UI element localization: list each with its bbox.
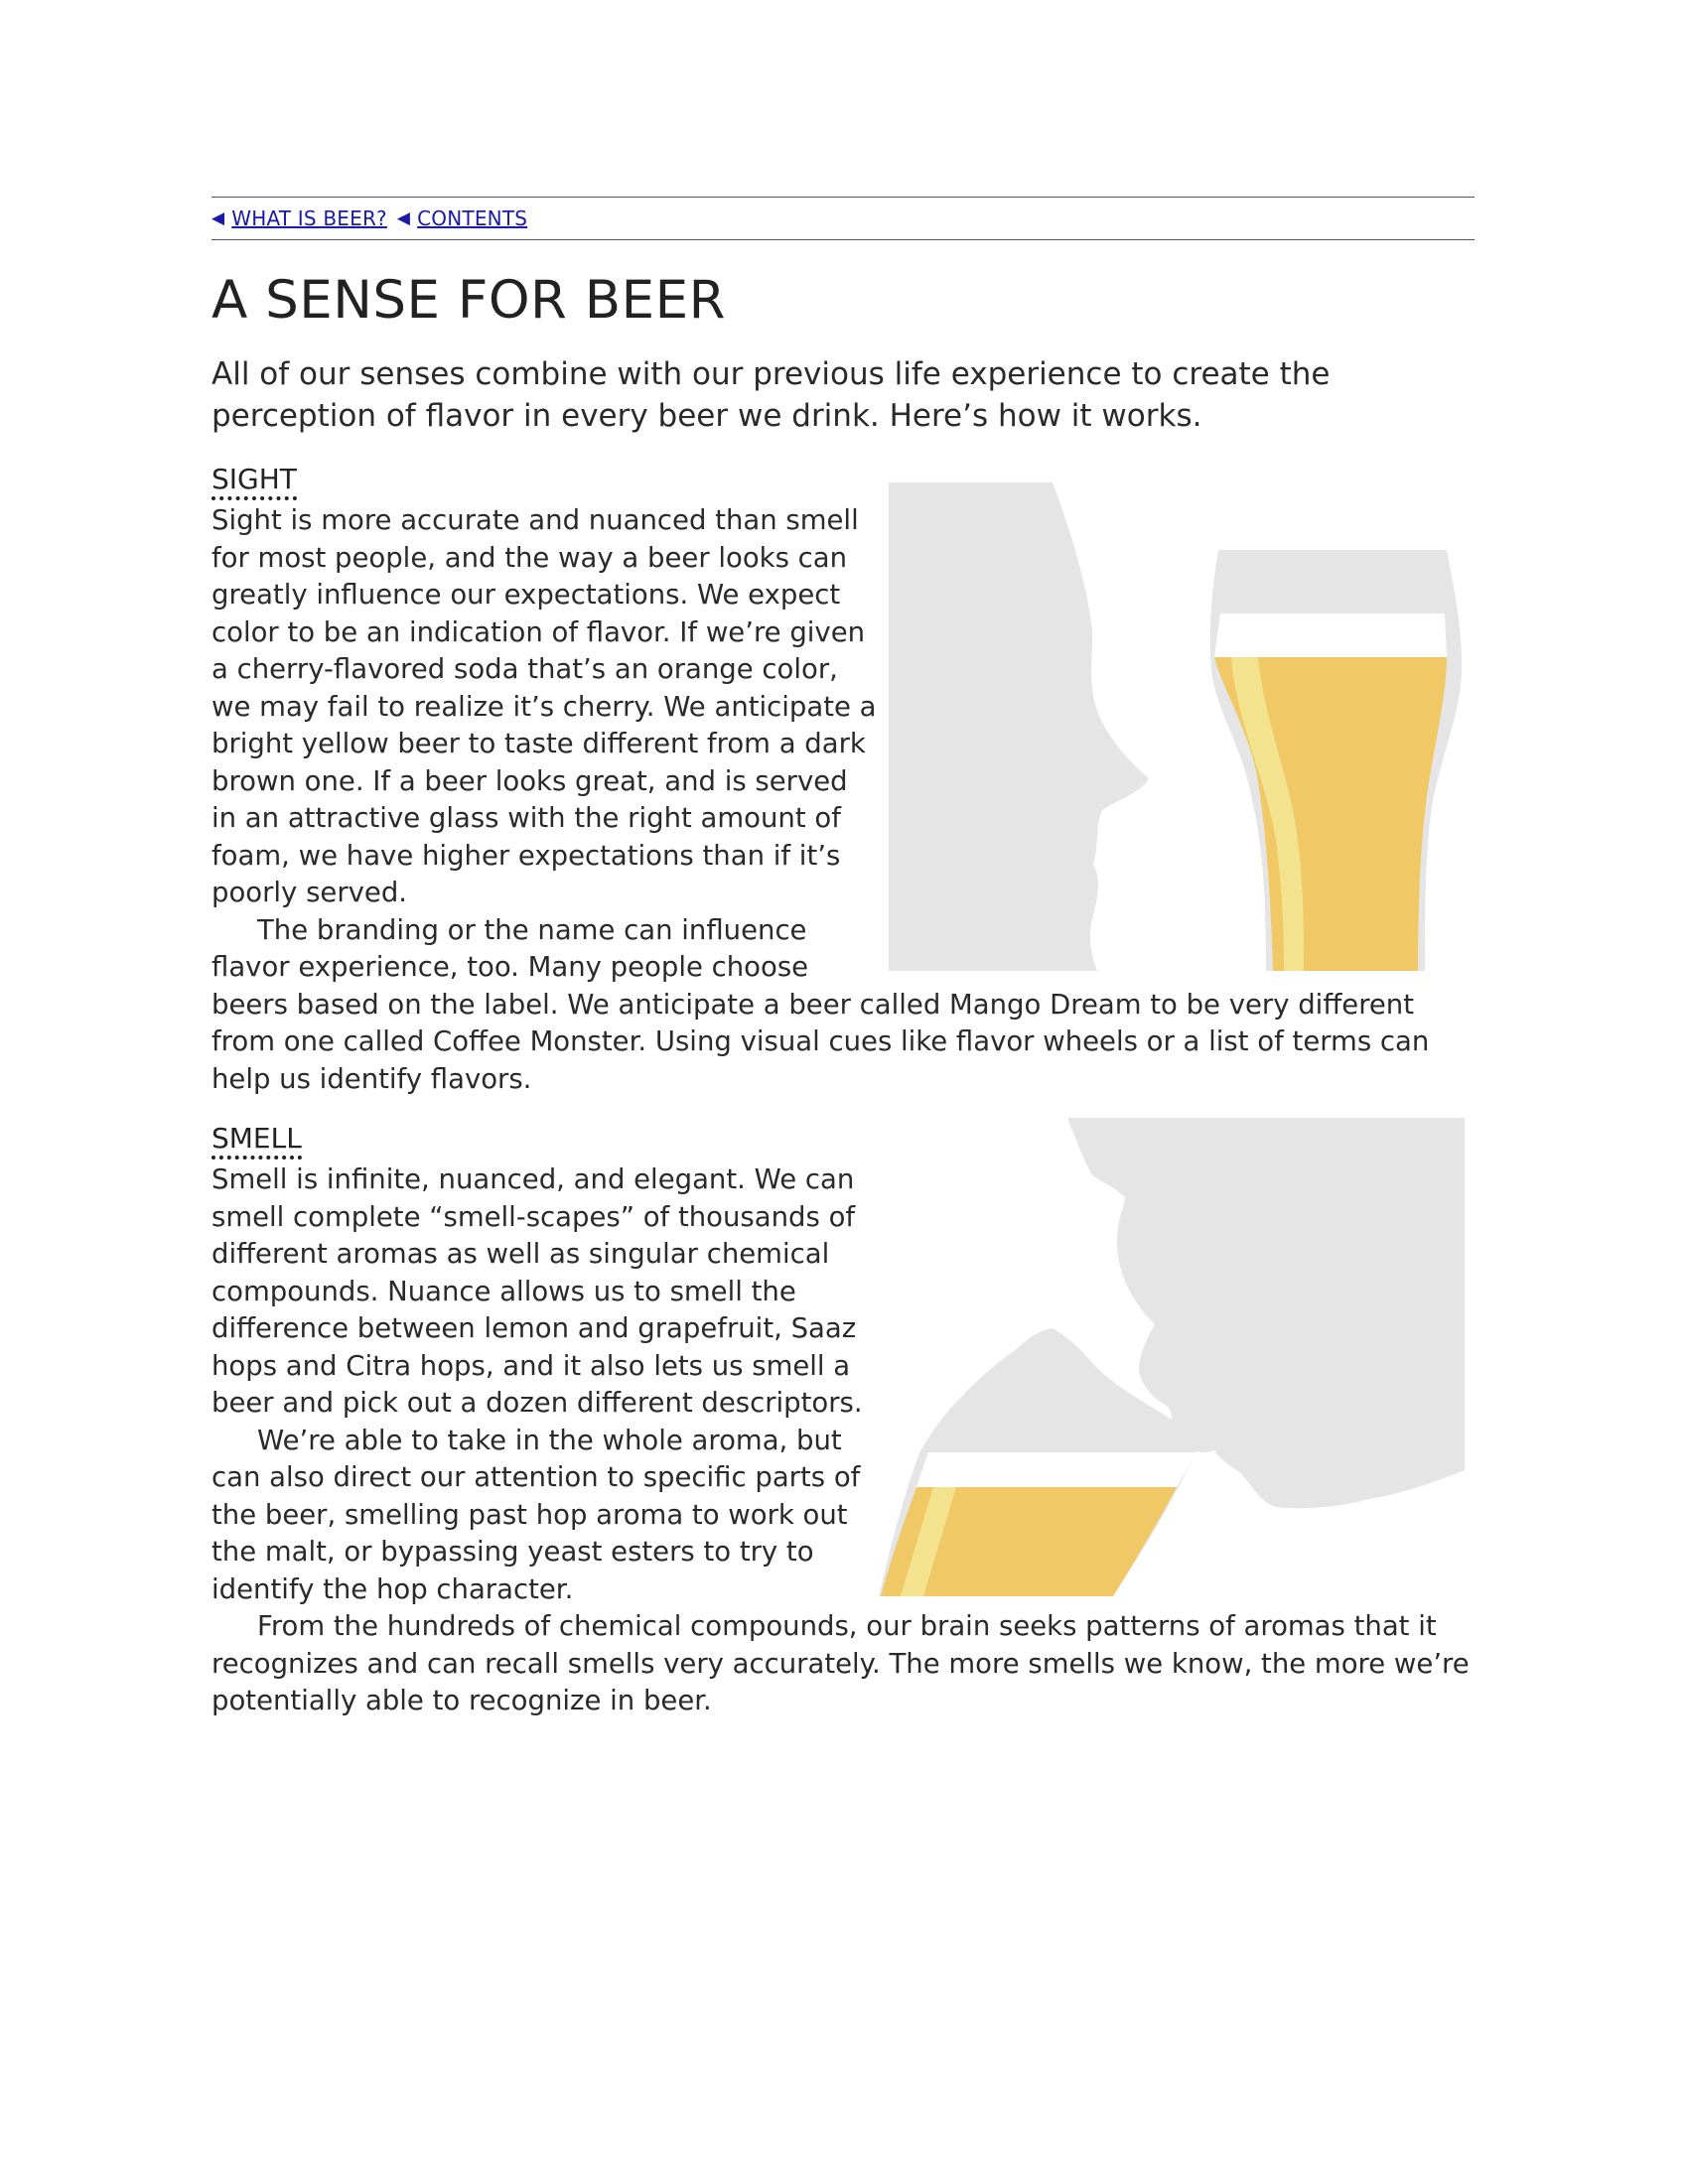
- intro-paragraph: All of our senses combine with our previous life experience to create the perception of flavor in every beer we drink. Here’s how it works.: [211, 356, 1331, 435]
- back-arrow-icon: ◀: [396, 207, 411, 228]
- back-arrow-icon: ◀: [211, 207, 225, 228]
- smell-section: [211, 1124, 1475, 1720]
- face-with-beer-glass-illustration: [889, 482, 1475, 971]
- page: [211, 197, 1475, 1720]
- smell-paragraph: Smell is infinite, nuanced, and elegant. We can smell complete “smell-scapes” of thousands of different aromas as well as singular chemical compounds. Nuance allows us to smell the difference between lemon and grapefruit, Saaz hops and Citra hops, and it also lets us smell a beer and pick out a dozen different descriptors.: [211, 1163, 863, 1420]
- sight-paragraph: Sight is more accurate and nuanced than smell for most people, and the way a beer looks can greatly influence our expectations. We expect color to be an indication of flavor. If we’re given a cherry-flavored soda that’s an orange color, we may fail to realize it’s cherry. We anticipate a bright yellow beer to taste different from a dark brown one. If a beer looks great, and is served in an attractive glass with the right amount of foam, we have higher expectations than if it’s poorly served.: [211, 504, 877, 909]
- smell-paragraph: From the hundreds of chemical compounds, our brain seeks patterns of aromas that it recognizes and can recall smells very accurately. The more smells we know, the more we’re potentially able to recognize in beer.: [211, 1610, 1470, 1717]
- contents-link[interactable]: CONTENTS: [417, 206, 528, 230]
- beer-foam: [1214, 614, 1447, 657]
- smell-paragraph: We’re able to take in the whole aroma, but can also direct our attention to specific parts of the beer, smelling past hop aroma to work out the malt, or bypassing yeast esters to try to identify the hop character.: [211, 1424, 861, 1605]
- face-silhouette: [889, 482, 1149, 971]
- face-smelling-beer-illustration: [879, 1118, 1475, 1596]
- sight-section: [211, 465, 1475, 1098]
- section-heading-sight: SIGHT: [211, 465, 297, 500]
- breadcrumb-nav: [211, 197, 1475, 240]
- what-is-beer-link[interactable]: WHAT IS BEER?: [231, 206, 387, 230]
- sight-paragraph: The branding or the name can influence flavor experience, too. Many people choose beers based on the label. We anticipate a beer called Mango Dream to be very different from one called Coffee Monster. Using visual cues like flavor wheels or a list of terms can help us identify flavors.: [211, 913, 1430, 1095]
- page-title: A SENSE FOR BEER: [211, 270, 726, 331]
- section-heading-smell: SMELL: [211, 1124, 302, 1160]
- beer-foam: [916, 1452, 1196, 1487]
